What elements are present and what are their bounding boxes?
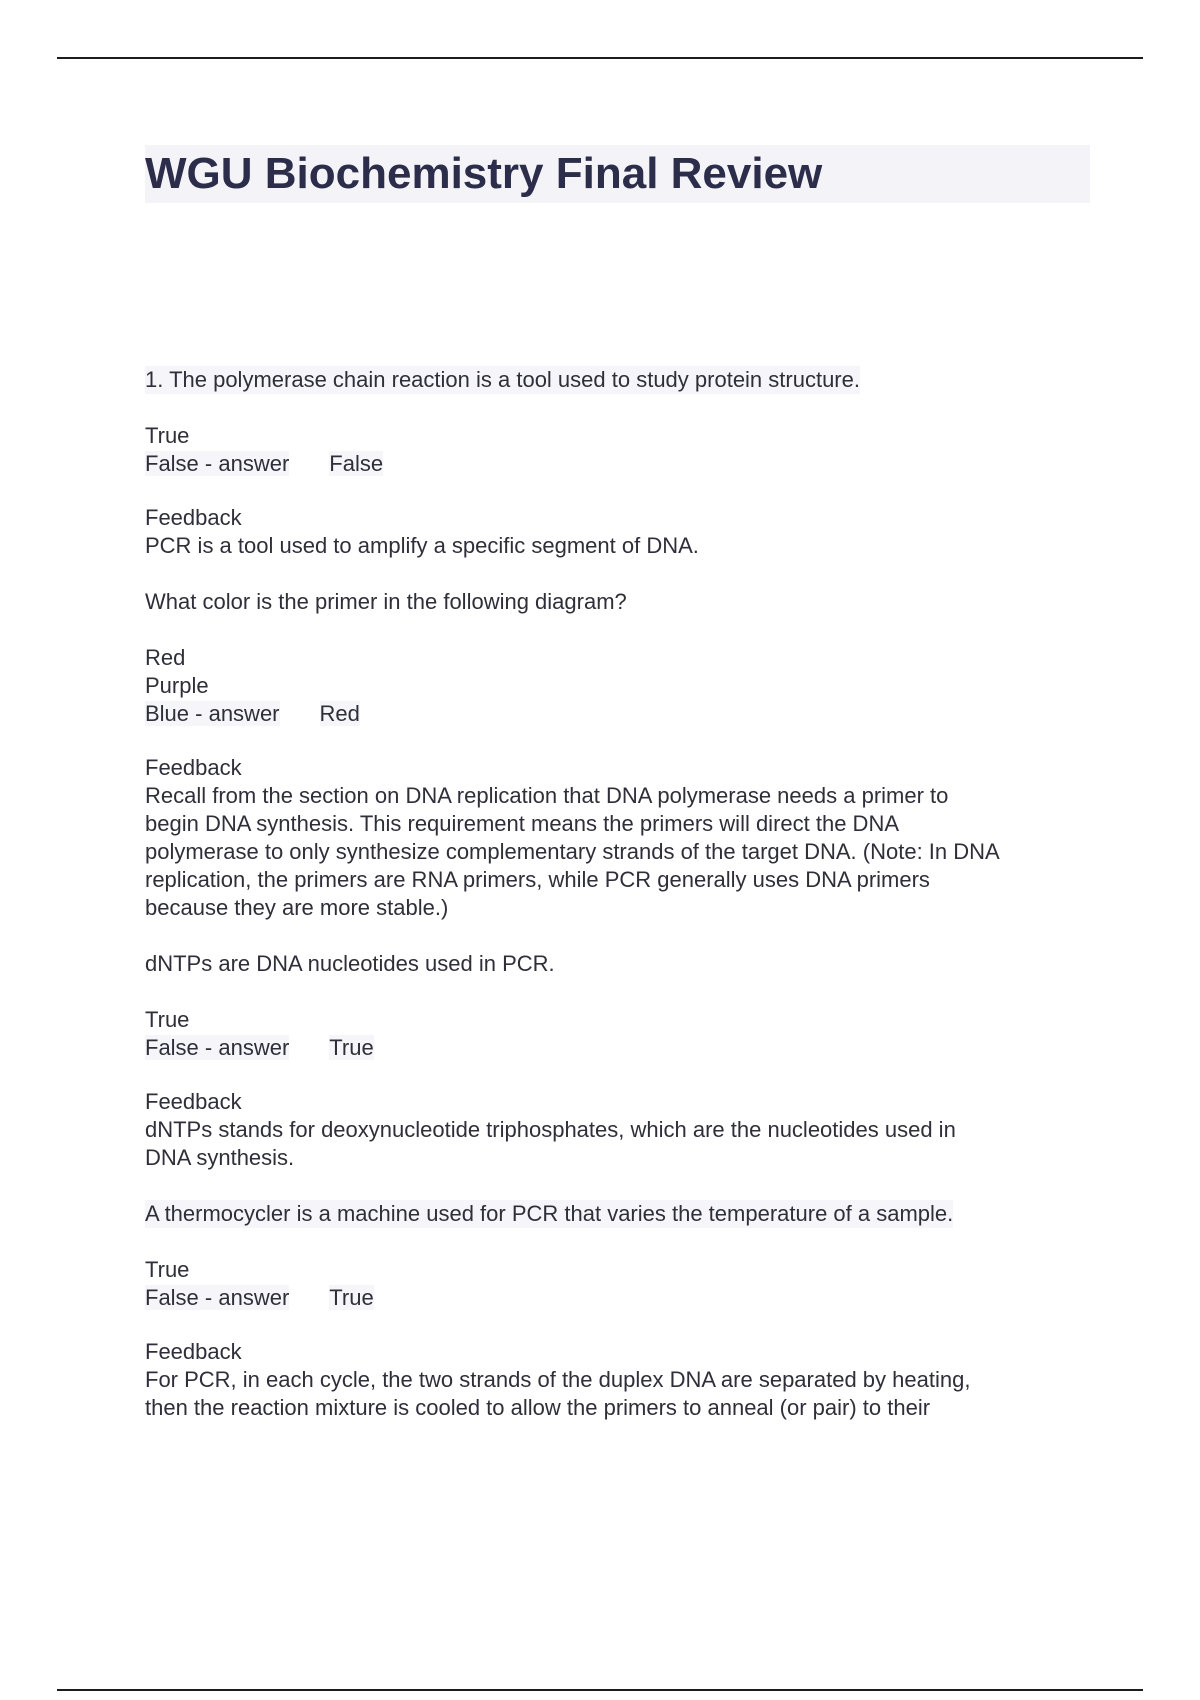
feedback-text-line: polymerase to only synthesize complementary strands of the target DNA. (Note: In DNA bbox=[145, 839, 1000, 864]
feedback-text: PCR is a tool used to amplify a specific segment of DNA. bbox=[145, 533, 699, 558]
question-block bbox=[145, 950, 1090, 1172]
feedback-label: Feedback bbox=[145, 1089, 242, 1114]
feedback-text-line: dNTPs stands for deoxynucleotide triphosphates, which are the nucleotides used in bbox=[145, 1117, 956, 1142]
option: Red bbox=[145, 645, 186, 670]
question-block bbox=[145, 588, 1090, 922]
document-title: WGU Biochemistry Final Review bbox=[145, 149, 823, 198]
feedback-text-line: For PCR, in each cycle, the two strands of the duplex DNA are separated by heating, bbox=[145, 1367, 971, 1392]
question-block bbox=[145, 366, 1090, 560]
feedback-text-line: because they are more stable.) bbox=[145, 895, 449, 920]
document-body bbox=[145, 366, 1090, 1422]
answer-line bbox=[145, 700, 1090, 728]
feedback-label: Feedback bbox=[145, 755, 242, 780]
option: Purple bbox=[145, 673, 209, 698]
feedback-label: Feedback bbox=[145, 505, 242, 530]
question-prompt: 1. The polymerase chain reaction is a tool used to study protein structure. bbox=[145, 367, 860, 392]
option: True bbox=[145, 423, 190, 448]
question-prompt: What color is the primer in the following diagram? bbox=[145, 589, 627, 614]
feedback-text-line: begin DNA synthesis. This requirement means the primers will direct the DNA bbox=[145, 811, 900, 836]
feedback-label: Feedback bbox=[145, 1339, 242, 1364]
answer-line bbox=[145, 1284, 1090, 1312]
feedback-text-line: Recall from the section on DNA replication that DNA polymerase needs a primer to bbox=[145, 783, 949, 808]
answer-label: False - answer bbox=[145, 1285, 290, 1310]
answer-value: False bbox=[329, 451, 384, 476]
header-rule bbox=[57, 57, 1143, 59]
footer-rule bbox=[57, 1689, 1143, 1691]
question-prompt: A thermocycler is a machine used for PCR that varies the temperature of a sample. bbox=[145, 1201, 954, 1226]
answer-line bbox=[145, 450, 1090, 478]
answer-value: Red bbox=[319, 701, 360, 726]
question-block bbox=[145, 1200, 1090, 1422]
feedback-text-line: then the reaction mixture is cooled to allow the primers to anneal (or pair) to their bbox=[145, 1395, 931, 1420]
question-prompt: dNTPs are DNA nucleotides used in PCR. bbox=[145, 951, 555, 976]
feedback-text-line: replication, the primers are RNA primers, while PCR generally uses DNA primers bbox=[145, 867, 930, 892]
answer-label: False - answer bbox=[145, 1035, 290, 1060]
answer-value: True bbox=[329, 1035, 374, 1060]
option: True bbox=[145, 1257, 190, 1282]
answer-value: True bbox=[329, 1285, 374, 1310]
answer-label: Blue - answer bbox=[145, 701, 280, 726]
answer-line bbox=[145, 1034, 1090, 1062]
option: True bbox=[145, 1007, 190, 1032]
answer-label: False - answer bbox=[145, 451, 290, 476]
feedback-text-line: DNA synthesis. bbox=[145, 1145, 295, 1170]
